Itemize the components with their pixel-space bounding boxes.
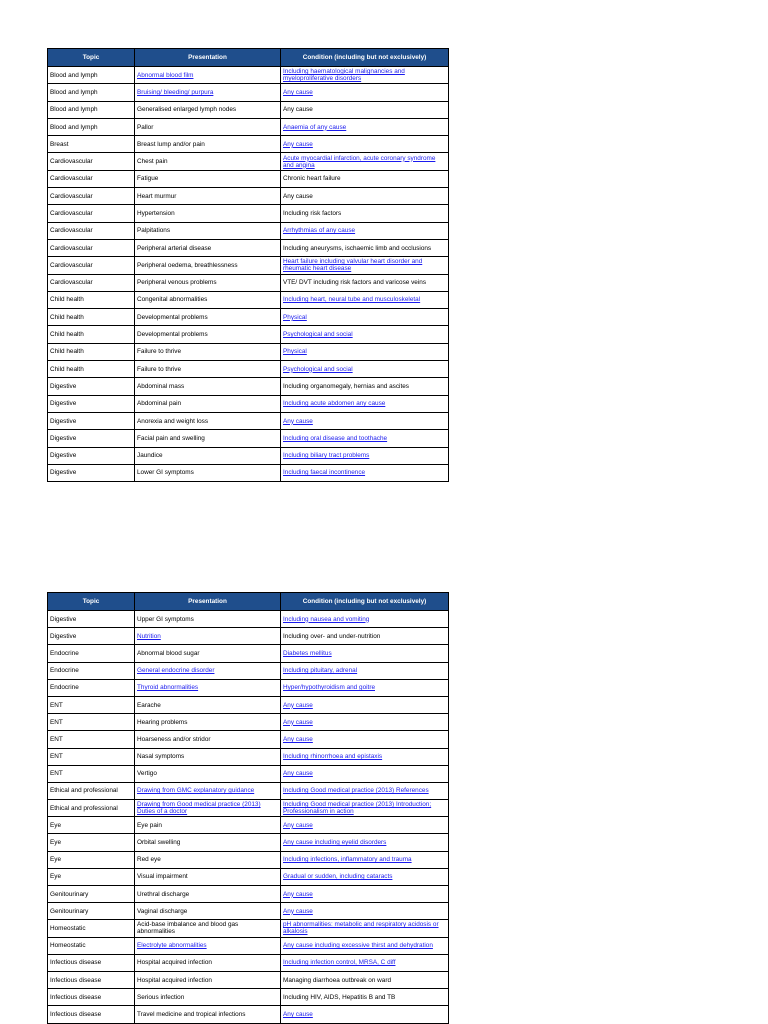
table-row <box>48 679 449 696</box>
presentation-cell: Failure to thrive <box>135 343 281 360</box>
topic-cell: Eye <box>48 834 135 851</box>
presentation-cell: Abdominal mass <box>135 378 281 395</box>
topic-cell: Blood and lymph <box>48 101 135 118</box>
topic-cell: Child health <box>48 343 135 360</box>
table-row <box>48 817 449 834</box>
condition-cell[interactable]: Any cause <box>281 765 449 782</box>
condition-cell: Including aneurysms, ischaemic limb and occlusions <box>281 239 449 256</box>
topic-cell: Cardiovascular <box>48 274 135 291</box>
table-row <box>48 84 449 101</box>
topic-cell: ENT <box>48 765 135 782</box>
topic-cell: Cardiovascular <box>48 188 135 205</box>
table-row <box>48 696 449 713</box>
presentation-cell: Abdominal pain <box>135 395 281 412</box>
condition-cell[interactable]: Any cause <box>281 1006 449 1023</box>
condition-cell[interactable]: Any cause <box>281 886 449 903</box>
table-row <box>48 748 449 765</box>
header-presentation: Presentation <box>135 593 281 611</box>
condition-cell[interactable]: Physical <box>281 343 449 360</box>
condition-cell: Including organomegaly, hernias and ascites <box>281 378 449 395</box>
condition-cell[interactable]: Any cause <box>281 731 449 748</box>
table-row <box>48 222 449 239</box>
presentation-cell[interactable]: Nutrition <box>135 628 281 645</box>
topic-cell: Digestive <box>48 395 135 412</box>
topic-cell: Cardiovascular <box>48 239 135 256</box>
condition-cell[interactable]: Anaemia of any cause <box>281 118 449 135</box>
condition-cell[interactable]: Any cause <box>281 817 449 834</box>
table-row <box>48 274 449 291</box>
condition-cell[interactable]: Any cause <box>281 84 449 101</box>
presentation-cell: Abnormal blood sugar <box>135 645 281 662</box>
condition-cell[interactable]: Any cause including eyelid disorders <box>281 834 449 851</box>
header-row <box>48 49 449 67</box>
condition-cell[interactable]: Psychological and social <box>281 326 449 343</box>
table-row <box>48 628 449 645</box>
table-row <box>48 239 449 256</box>
condition-cell: Including over- and under-nutrition <box>281 628 449 645</box>
table-row <box>48 903 449 920</box>
topic-cell: Digestive <box>48 412 135 429</box>
presentation-cell: Urethral discharge <box>135 886 281 903</box>
condition-cell[interactable]: Including infections, inflammatory and trauma <box>281 851 449 868</box>
table-row <box>48 447 449 464</box>
presentation-cell: Orbital swelling <box>135 834 281 851</box>
table-row <box>48 101 449 118</box>
presentation-cell: Breast lump and/or pain <box>135 136 281 153</box>
table-row <box>48 170 449 187</box>
topic-cell: Cardiovascular <box>48 205 135 222</box>
condition-cell: VTE/ DVT including risk factors and varicose veins <box>281 274 449 291</box>
conditions-table-1 <box>47 48 449 482</box>
table-row <box>48 257 449 274</box>
condition-cell[interactable]: Including biliary tract problems <box>281 447 449 464</box>
table-row <box>48 378 449 395</box>
table-row <box>48 731 449 748</box>
condition-cell[interactable]: Arrhythmias of any cause <box>281 222 449 239</box>
topic-cell: Homeostatic <box>48 937 135 954</box>
presentation-cell: Jaundice <box>135 447 281 464</box>
presentation-cell: Nasal symptoms <box>135 748 281 765</box>
presentation-cell: Generalised enlarged lymph nodes <box>135 101 281 118</box>
topic-cell: Homeostatic <box>48 920 135 937</box>
table-row <box>48 886 449 903</box>
condition-cell[interactable]: Including acute abdomen any cause <box>281 395 449 412</box>
table-row <box>48 662 449 679</box>
topic-cell: Blood and lymph <box>48 118 135 135</box>
condition-cell: Including risk factors <box>281 205 449 222</box>
condition-cell[interactable]: Any cause <box>281 136 449 153</box>
topic-cell: Child health <box>48 309 135 326</box>
condition-cell[interactable]: Any cause including excessive thirst and dehydration <box>281 937 449 954</box>
table-row <box>48 1006 449 1023</box>
topic-cell: Digestive <box>48 628 135 645</box>
condition-cell[interactable]: Psychological and social <box>281 361 449 378</box>
table-row <box>48 67 449 84</box>
conditions-table-2 <box>47 592 449 1024</box>
topic-cell: Child health <box>48 291 135 308</box>
header-condition: Condition (including but not exclusively) <box>281 593 449 611</box>
topic-cell: Cardiovascular <box>48 257 135 274</box>
table-row <box>48 291 449 308</box>
table-row <box>48 851 449 868</box>
table-row <box>48 937 449 954</box>
table-row <box>48 782 449 799</box>
condition-cell: Chronic heart failure <box>281 170 449 187</box>
presentation-cell: Hospital acquired infection <box>135 971 281 988</box>
condition-cell[interactable]: Heart failure including valvular heart disorder and rheumatic heart disease <box>281 257 449 274</box>
presentation-cell: Developmental problems <box>135 326 281 343</box>
table-row <box>48 118 449 135</box>
presentation-cell: Heart murmur <box>135 188 281 205</box>
table-row <box>48 188 449 205</box>
condition-cell: Including HIV, AIDS, Hepatitis B and TB <box>281 989 449 1006</box>
condition-cell[interactable]: Including rhinorrhoea and epistaxis <box>281 748 449 765</box>
topic-cell: Infectious disease <box>48 989 135 1006</box>
presentation-cell: Earache <box>135 696 281 713</box>
presentation-cell: Hypertension <box>135 205 281 222</box>
topic-cell: Infectious disease <box>48 1006 135 1023</box>
presentation-cell: Hoarseness and/or stridor <box>135 731 281 748</box>
presentation-cell[interactable]: Electrolyte abnormalities <box>135 937 281 954</box>
condition-cell[interactable]: Acute myocardial infarction, acute coronary syndrome and angina <box>281 153 449 170</box>
topic-cell: Endocrine <box>48 679 135 696</box>
presentation-cell: Red eye <box>135 851 281 868</box>
table-row <box>48 395 449 412</box>
topic-cell: Genitourinary <box>48 903 135 920</box>
topic-cell: Infectious disease <box>48 971 135 988</box>
presentation-cell[interactable]: Drawing from GMC explanatory guidance <box>135 782 281 799</box>
header-topic: Topic <box>48 593 135 611</box>
topic-cell: Endocrine <box>48 645 135 662</box>
condition-cell[interactable]: Including oral disease and toothache <box>281 430 449 447</box>
table-row <box>48 714 449 731</box>
topic-cell: Eye <box>48 817 135 834</box>
topic-cell: Child health <box>48 361 135 378</box>
condition-cell[interactable]: Any cause <box>281 714 449 731</box>
presentation-cell: Vaginal discharge <box>135 903 281 920</box>
presentation-cell: Lower GI symptoms <box>135 464 281 481</box>
table-row <box>48 834 449 851</box>
topic-cell: Digestive <box>48 447 135 464</box>
condition-cell[interactable]: Including Good medical practice (2013) Introduction; Professionalism in action <box>281 800 449 817</box>
table-row <box>48 800 449 817</box>
topic-cell: Blood and lymph <box>48 67 135 84</box>
presentation-cell: Hospital acquired infection <box>135 954 281 971</box>
table-row <box>48 430 449 447</box>
condition-cell[interactable]: Diabetes mellitus <box>281 645 449 662</box>
header-condition: Condition (including but not exclusively) <box>281 49 449 67</box>
presentation-cell: Developmental problems <box>135 309 281 326</box>
presentation-cell[interactable]: Abnormal blood film <box>135 67 281 84</box>
table-row <box>48 412 449 429</box>
topic-cell: Genitourinary <box>48 886 135 903</box>
topic-cell: Digestive <box>48 611 135 628</box>
topic-cell: Ethical and professional <box>48 800 135 817</box>
presentation-cell: Congenital abnormalities <box>135 291 281 308</box>
condition-cell[interactable]: Including pituitary, adrenal <box>281 662 449 679</box>
presentation-cell: Peripheral arterial disease <box>135 239 281 256</box>
table-row <box>48 464 449 481</box>
presentation-cell[interactable]: Thyroid abnormalities <box>135 679 281 696</box>
presentation-cell: Fatigue <box>135 170 281 187</box>
presentation-cell: Facial pain and swelling <box>135 430 281 447</box>
table-row <box>48 920 449 937</box>
header-topic: Topic <box>48 49 135 67</box>
table-row <box>48 765 449 782</box>
presentation-cell: Visual impairment <box>135 868 281 885</box>
condition-cell: Any cause <box>281 101 449 118</box>
presentation-cell: Failure to thrive <box>135 361 281 378</box>
topic-cell: Infectious disease <box>48 954 135 971</box>
topic-cell: Ethical and professional <box>48 782 135 799</box>
table-row <box>48 611 449 628</box>
table-row <box>48 971 449 988</box>
table-row <box>48 326 449 343</box>
table-row <box>48 136 449 153</box>
presentation-cell: Hearing problems <box>135 714 281 731</box>
table-row <box>48 954 449 971</box>
presentation-cell: Peripheral venous problems <box>135 274 281 291</box>
presentation-cell[interactable]: General endocrine disorder <box>135 662 281 679</box>
table-row <box>48 645 449 662</box>
condition-cell[interactable]: Any cause <box>281 696 449 713</box>
presentation-cell[interactable]: Drawing from Good medical practice (2013) Duties of a doctor <box>135 800 281 817</box>
topic-cell: ENT <box>48 696 135 713</box>
condition-cell[interactable]: Any cause <box>281 903 449 920</box>
condition-cell: Managing diarrhoea outbreak on ward <box>281 971 449 988</box>
presentation-cell: Palpitations <box>135 222 281 239</box>
topic-cell: Cardiovascular <box>48 170 135 187</box>
condition-cell: Any cause <box>281 188 449 205</box>
topic-cell: Eye <box>48 851 135 868</box>
table-row <box>48 309 449 326</box>
topic-cell: Digestive <box>48 464 135 481</box>
topic-cell: Cardiovascular <box>48 222 135 239</box>
topic-cell: Digestive <box>48 378 135 395</box>
topic-cell: Breast <box>48 136 135 153</box>
condition-cell[interactable]: Including infection control, MRSA, C diff <box>281 954 449 971</box>
presentation-cell: Eye pain <box>135 817 281 834</box>
condition-cell[interactable]: Gradual or sudden, including cataracts <box>281 868 449 885</box>
topic-cell: Endocrine <box>48 662 135 679</box>
header-row <box>48 593 449 611</box>
condition-cell[interactable]: Including haematological malignancies and myeloproliferative disorders <box>281 67 449 84</box>
condition-cell[interactable]: Including nausea and vomiting <box>281 611 449 628</box>
presentation-cell[interactable]: Bruising/ bleeding/ purpura <box>135 84 281 101</box>
table-row <box>48 989 449 1006</box>
condition-cell[interactable]: Including faecal incontinence <box>281 464 449 481</box>
table-row <box>48 153 449 170</box>
condition-cell[interactable]: pH abnormalities: metabolic and respiratory acidosis or alkalosis <box>281 920 449 937</box>
topic-cell: ENT <box>48 748 135 765</box>
condition-cell[interactable]: Including Good medical practice (2013) References <box>281 782 449 799</box>
presentation-cell: Serious infection <box>135 989 281 1006</box>
presentation-cell: Acid-base imbalance and blood gas abnormalities <box>135 920 281 937</box>
topic-cell: ENT <box>48 731 135 748</box>
topic-cell: Eye <box>48 868 135 885</box>
header-presentation: Presentation <box>135 49 281 67</box>
topic-cell: ENT <box>48 714 135 731</box>
table-row <box>48 868 449 885</box>
presentation-cell: Travel medicine and tropical infections <box>135 1006 281 1023</box>
topic-cell: Blood and lymph <box>48 84 135 101</box>
condition-cell[interactable]: Physical <box>281 309 449 326</box>
topic-cell: Cardiovascular <box>48 153 135 170</box>
table-row <box>48 343 449 360</box>
topic-cell: Child health <box>48 326 135 343</box>
table-row <box>48 361 449 378</box>
condition-cell[interactable]: Including heart, neural tube and musculoskeletal <box>281 291 449 308</box>
condition-cell[interactable]: Any cause <box>281 412 449 429</box>
presentation-cell: Anorexia and weight loss <box>135 412 281 429</box>
presentation-cell: Vertigo <box>135 765 281 782</box>
presentation-cell: Peripheral oedema, breathlessness <box>135 257 281 274</box>
presentation-cell: Pallor <box>135 118 281 135</box>
table-row <box>48 205 449 222</box>
presentation-cell: Upper GI symptoms <box>135 611 281 628</box>
condition-cell[interactable]: Hyper/hypothyroidism and goitre <box>281 679 449 696</box>
topic-cell: Digestive <box>48 430 135 447</box>
presentation-cell: Chest pain <box>135 153 281 170</box>
